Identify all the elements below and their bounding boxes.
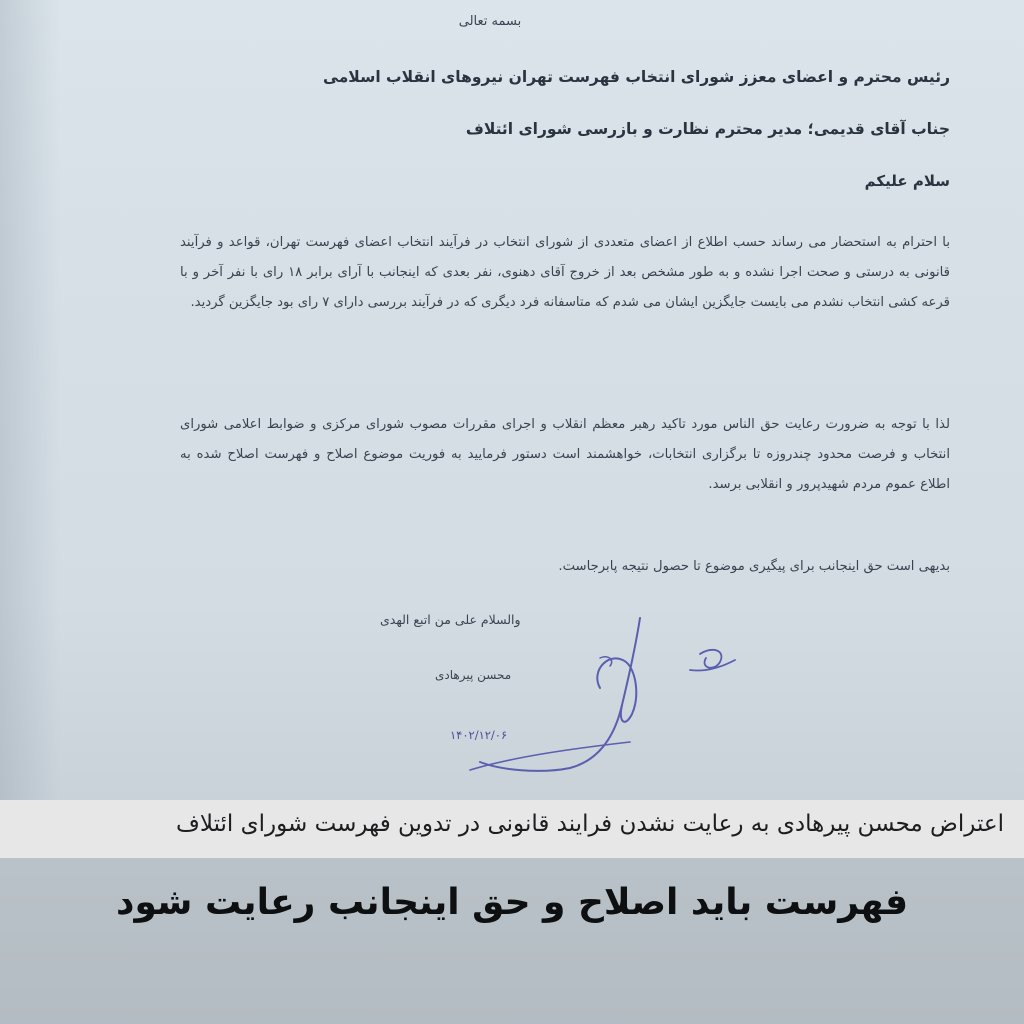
letter-basmala: بسمه تعالی (458, 14, 522, 29)
headline-text: فهرست باید اصلاح و حق اینجانب رعایت شود (115, 882, 909, 923)
letter-address-supervisor: جناب آقای قدیمی؛ مدیر محترم نظارت و بازرسی شورای ائتلاف (465, 120, 950, 138)
letter-signer-name: محسن پیرهادی (435, 668, 512, 682)
letter-greeting: سلام علیکم (864, 172, 950, 190)
letter-paragraph-3: بدیهی است حق اینجانب برای پیگیری موضوع تا حصول نتیجه پابرجاست. (558, 559, 950, 574)
letter-address-recipients: رئیس محترم و اعضای معزز شورای انتخاب فهرست تهران نیروهای انقلاب اسلامی (323, 68, 950, 86)
caption-banner (0, 800, 1024, 858)
letter-closing: والسلام علی من اتبع الهدی (380, 612, 521, 627)
caption-text: اعتراض محسن پیرهادی به رعایت نشدن فرایند قانونی در تدوین فهرست شورای ائتلاف (176, 811, 1004, 837)
letter-body (170, 0, 970, 800)
paper-shadow (0, 0, 60, 800)
headline-area (0, 858, 1024, 1024)
letter-date: ۱۴۰۲/۱۲/۰۶ (450, 728, 508, 742)
handwritten-signature (450, 610, 750, 780)
letter-paragraph-2: لذا با توجه به ضرورت رعایت حق الناس مورد تاکید رهبر معظم انقلاب و اجرای مقررات مصوب شورای مرکزی و ضوابط اعلامی شورای انتخاب و فرصت محدود چندروزه تا برگزاری انتخابات، خواهشمند است دستور فرمایید به فوریت موضوع اصلاح و فهرست اصلاح شده به اطلاع عموم مردم شهیدپرور و انقلابی برسد. (180, 417, 950, 492)
letter-paragraph-1: با احترام به استحضار می رساند حسب اطلاع از اعضای متعددی از شورای انتخاب در فرآیند انتخاب اعضای فهرست تهران، قواعد و فرآیند قانونی به درستی و صحت اجرا نشده و به طور مشخص بعد از خروج آقای دهنوی، نفر بعدی که اینجانب با آرای برابر ۱۸ رای با نفر آخر و با قرعه کشی انتخاب نشدم می بایست جایگزین ایشان می شدم که متاسفانه فرد دیگری که در فرآیند بررسی دارای ۷ رای بود جایگزین گردید. (180, 235, 950, 310)
